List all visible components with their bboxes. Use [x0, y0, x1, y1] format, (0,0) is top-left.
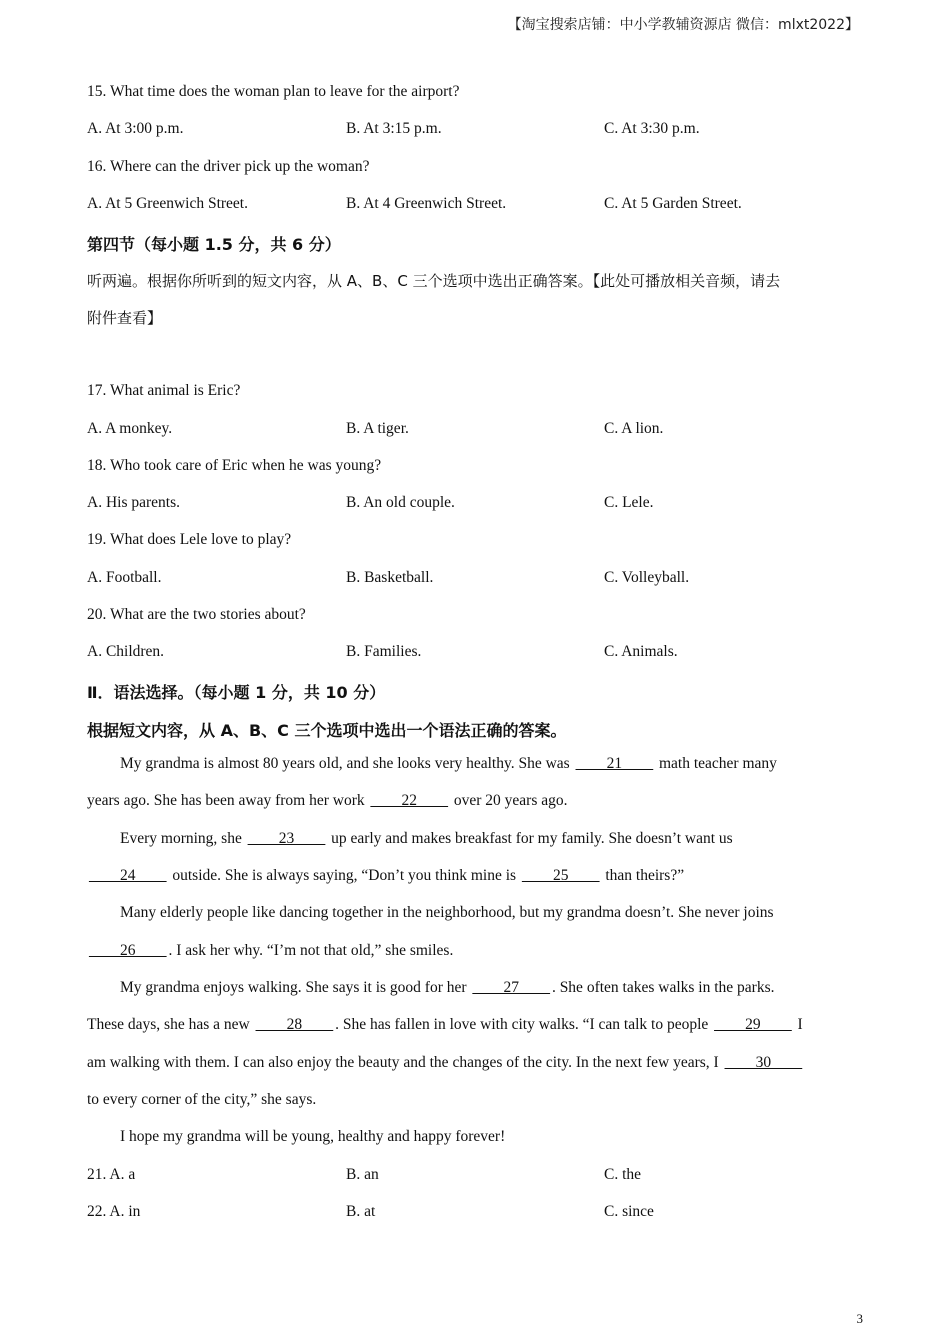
page-number: 3 — [856, 1311, 863, 1326]
question-15-option-b: B. At 3:15 p.m. — [346, 120, 442, 137]
passage-line: years ago. She has been away from her work ____22____ over 20 years ago. — [87, 792, 568, 809]
question-17-option-b: B. A tiger. — [346, 420, 409, 437]
page-header: 【淘宝搜索店铺：中小学教辅资源店 微信：mlxt2022】 — [507, 17, 859, 33]
question-20-option-b: B. Families. — [346, 643, 422, 660]
blank-21: ____21____ — [575, 755, 654, 772]
question-16-option-c: C. At 5 Garden Street. — [604, 195, 742, 212]
section-4-title: 第四节（每小题 1.5 分，共 6 分） — [87, 235, 341, 254]
question-16-option-b: B. At 4 Greenwich Street. — [346, 195, 507, 212]
passage-line: My grandma enjoys walking. She says it is good for her ____27____ . She often takes walks in the parks. — [120, 979, 775, 996]
question-18-option-b: B. An old couple. — [346, 494, 455, 511]
question-16-option-a: A. At 5 Greenwich Street. — [87, 195, 248, 212]
question-20-stem: 20. What are the two stories about? — [87, 606, 306, 623]
blank-30: ____30____ — [724, 1054, 803, 1071]
part-2-title: Ⅱ．语法选择。（每小题 1 分，共 10 分） — [87, 683, 386, 702]
passage-line: ____24____ outside. She is always saying, “Don’t you think mine is ____25____ than theirs?” — [89, 867, 685, 884]
section-4-instruction-line1: 听两遍。根据你所听到的短文内容，从 A、B、C 三个选项中选出正确答案。【此处可播放相关音频，请去 — [87, 272, 781, 290]
question-19-stem: 19. What does Lele love to play? — [87, 531, 292, 548]
passage-line: Many elderly people like dancing together in the neighborhood, but my grandma doesn’t. She never joins — [120, 904, 774, 921]
question-17-stem: 17. What animal is Eric? — [87, 382, 241, 399]
blank-27: ____27____ — [472, 979, 550, 996]
blank-24: ____24____ — [89, 867, 167, 884]
passage-line: I hope my grandma will be young, healthy and happy forever! — [120, 1128, 506, 1145]
blank-25: ____25____ — [521, 867, 600, 884]
section-4-instruction-line2: 附件查看】 — [87, 309, 163, 327]
question-22-option-b: B. at — [346, 1203, 376, 1220]
passage-line: to every corner of the city,” she says. — [87, 1091, 317, 1108]
passage-line: Every morning, she ____23____ up early and makes breakfast for my family. She doesn’t want us — [120, 830, 733, 847]
question-19-option-c: C. Volleyball. — [604, 569, 690, 586]
question-20-option-a: A. Children. — [87, 643, 165, 660]
question-16-stem: 16. Where can the driver pick up the woman? — [87, 158, 370, 175]
blank-22: ____22____ — [370, 792, 448, 809]
part-2-instruction: 根据短文内容，从 A、B、C 三个选项中选出一个语法正确的答案。 — [87, 721, 567, 740]
passage-line: am walking with them. I can also enjoy the beauty and the changes of the city. In the next few years, I ____30____ — [87, 1054, 803, 1071]
question-18-option-c: C. Lele. — [604, 494, 654, 511]
blank-26: ____26____ — [89, 942, 167, 959]
blank-23: ____23____ — [247, 830, 326, 847]
question-22-option-c: C. since — [604, 1203, 654, 1220]
question-15-stem: 15. What time does the woman plan to leave for the airport? — [87, 83, 460, 100]
passage-line: My grandma is almost 80 years old, and she looks very healthy. She was ____21____ math teacher many — [120, 755, 777, 772]
question-15-option-c: C. At 3:30 p.m. — [604, 120, 700, 137]
blank-29: ____29____ — [714, 1016, 792, 1033]
question-18-stem: 18. Who took care of Eric when he was young? — [87, 457, 382, 474]
question-17-option-a: A. A monkey. — [87, 420, 173, 437]
question-21-option-a: 21. A. a — [87, 1166, 136, 1183]
question-19-option-b: B. Basketball. — [346, 569, 434, 586]
question-18-option-a: A. His parents. — [87, 494, 180, 511]
question-17-option-c: C. A lion. — [604, 420, 664, 437]
question-20-option-c: C. Animals. — [604, 643, 678, 660]
question-15-option-a: A. At 3:00 p.m. — [87, 120, 184, 137]
question-21-option-b: B. an — [346, 1166, 379, 1183]
passage-line: These days, she has a new ____28____ . She has fallen in love with city walks. “I can talk to people ____29____ I — [87, 1016, 803, 1033]
question-19-option-a: A. Football. — [87, 569, 162, 586]
blank-28: ____28____ — [255, 1016, 334, 1033]
passage-line: ____26____ . I ask her why. “I’m not that old,” she smiles. — [89, 942, 454, 959]
question-21-option-c: C. the — [604, 1166, 642, 1183]
question-22-option-a: 22. A. in — [87, 1203, 141, 1220]
